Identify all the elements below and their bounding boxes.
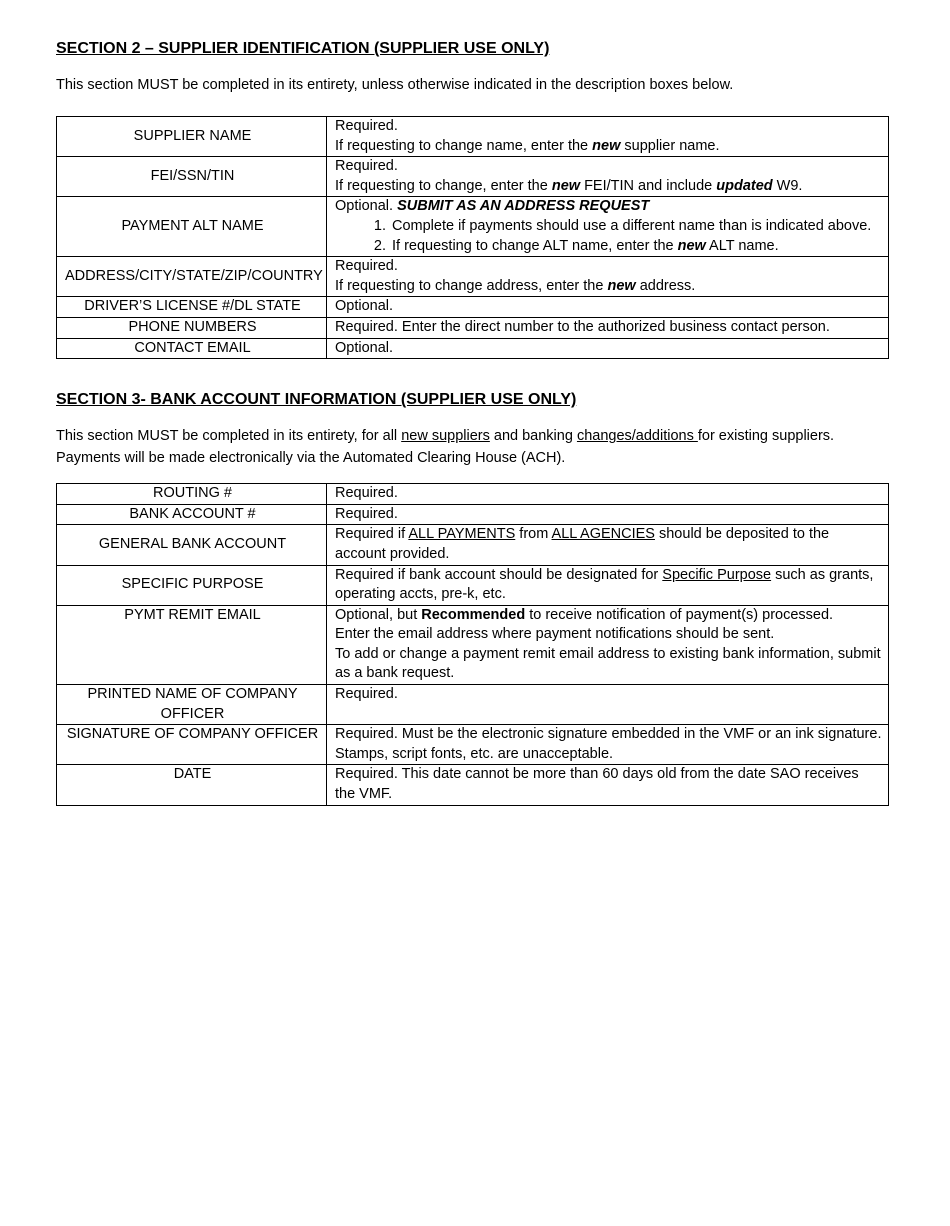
row-desc-specific-purpose <box>327 565 889 605</box>
row-label-date: DATE <box>57 765 327 805</box>
desc-text: W9. <box>772 177 803 194</box>
emphasis-text: new <box>551 177 581 194</box>
row-label-signature: SIGNATURE OF COMPANY OFFICER <box>57 725 327 765</box>
intro-text: This section MUST be completed in its entirety, for all <box>56 428 402 445</box>
supplier-identification-table <box>56 116 889 359</box>
table-row <box>57 605 889 684</box>
emphasis-text: SUBMIT AS AN ADDRESS REQUEST <box>397 198 650 215</box>
bank-account-table <box>56 483 889 806</box>
intro-text: and banking <box>489 428 577 445</box>
desc-text: If requesting to change name, enter the <box>335 137 593 154</box>
row-label-printed-name: PRINTED NAME OF COMPANY OFFICER <box>57 685 327 725</box>
table-row <box>57 504 889 525</box>
row-desc-remit-email <box>327 605 889 684</box>
row-label-remit-email: PYMT REMIT EMAIL <box>57 605 327 684</box>
desc-line: Required. <box>335 258 398 275</box>
row-label-bank-account: BANK ACCOUNT # <box>57 504 327 525</box>
section2-intro: This section MUST be completed in its entirety, unless otherwise indicated in the description boxes below. <box>56 77 734 93</box>
table-row <box>57 317 889 338</box>
alt-name-instructions-list <box>335 217 882 256</box>
table-row <box>57 257 889 297</box>
table-row <box>57 725 889 765</box>
row-desc-payment-alt-name <box>327 197 889 257</box>
row-label-supplier-name: SUPPLIER NAME <box>57 117 327 157</box>
section3-intro <box>56 425 889 469</box>
desc-text: to receive notification of payment(s) processed. <box>525 606 834 623</box>
desc-text: supplier name. <box>620 137 720 154</box>
row-label-general-bank-account: GENERAL BANK ACCOUNT <box>57 525 327 565</box>
emphasis-text: updated <box>716 177 773 194</box>
desc-line: Required. <box>335 118 398 134</box>
table-row <box>57 765 889 805</box>
row-label-phone: PHONE NUMBERS <box>57 317 327 338</box>
table-row <box>57 685 889 725</box>
row-desc-routing: Required. <box>327 484 889 505</box>
row-desc-supplier-name <box>327 117 889 157</box>
row-label-payment-alt-name: PAYMENT ALT NAME <box>57 197 327 257</box>
document-page <box>56 38 889 806</box>
underlined-text: ALL AGENCIES <box>551 526 655 543</box>
table-row <box>57 197 889 257</box>
underlined-text: new suppliers <box>401 428 490 445</box>
emphasis-text: new <box>677 237 706 254</box>
desc-text: should be deposited to the account provided. <box>335 526 830 562</box>
row-desc-date: Required. This date cannot be more than 60 days old from the date SAO receives the VMF. <box>327 765 889 805</box>
table-row <box>57 484 889 505</box>
desc-line: Required. <box>335 158 398 175</box>
desc-text: such as grants, operating accts, pre-k, etc. <box>335 566 874 603</box>
desc-text: from <box>515 526 552 543</box>
desc-text: Required if <box>335 526 409 543</box>
desc-text: address. <box>635 277 696 294</box>
row-label-address: ADDRESS/CITY/STATE/ZIP/COUNTRY <box>57 257 327 297</box>
row-label-specific-purpose: SPECIFIC PURPOSE <box>57 565 327 605</box>
table-row <box>57 525 889 565</box>
row-label-routing: ROUTING # <box>57 484 327 505</box>
intro-text: for existing suppliers. Payments will be made electronically via the Automated Clearing House (ACH). <box>56 428 835 467</box>
desc-text: If requesting to change ALT name, enter the <box>392 237 678 254</box>
desc-text: ALT name. <box>705 237 779 254</box>
table-row <box>57 157 889 197</box>
table-row <box>57 117 889 157</box>
section3-heading: SECTION 3- BANK ACCOUNT INFORMATION (SUPPLIER USE ONLY) <box>56 391 577 409</box>
emphasis-text: new <box>592 137 621 154</box>
row-label-drivers-license: DRIVER’S LICENSE #/DL STATE <box>57 297 327 318</box>
desc-line: Enter the email address where payment notifications should be sent. <box>335 626 775 643</box>
table-row <box>57 565 889 605</box>
row-desc-contact-email: Optional. <box>327 338 889 359</box>
desc-text: If requesting to change address, enter the <box>335 277 608 294</box>
desc-text: If requesting to change, enter the <box>335 177 552 194</box>
row-desc-general-bank-account <box>327 525 889 565</box>
row-desc-signature: Required. Must be the electronic signature embedded in the VMF or an ink signature. Stamps, script fonts, etc. are unacceptable. <box>327 725 889 765</box>
row-desc-address <box>327 257 889 297</box>
row-desc-phone: Required. Enter the direct number to the authorized business contact person. <box>327 317 889 338</box>
desc-text: FEI/TIN and include <box>580 177 717 194</box>
desc-text: Required if bank account should be designated for <box>335 566 663 583</box>
section2-heading: SECTION 2 – SUPPLIER IDENTIFICATION (SUPPLIER USE ONLY) <box>56 40 550 57</box>
row-desc-drivers-license: Optional. <box>327 297 889 318</box>
list-item: 1. Complete if payments should use a different name than is indicated above. <box>390 217 882 237</box>
underlined-text: changes/additions <box>576 428 698 445</box>
emphasis-text: new <box>607 277 636 294</box>
desc-text: Optional. <box>335 198 398 215</box>
desc-line: To add or change a payment remit email address to existing bank information, submit as a bank request. <box>335 645 881 682</box>
bold-text: Recommended <box>421 606 526 623</box>
desc-line <box>335 606 882 626</box>
desc-line <box>335 137 882 157</box>
row-label-contact-email: CONTACT EMAIL <box>57 338 327 359</box>
row-label-fei: FEI/SSN/TIN <box>57 157 327 197</box>
underlined-text: ALL PAYMENTS <box>408 526 516 543</box>
table-row <box>57 338 889 359</box>
row-desc-fei <box>327 157 889 197</box>
desc-line <box>335 197 882 217</box>
desc-line <box>335 277 882 297</box>
row-desc-printed-name: Required. <box>327 685 889 725</box>
list-item <box>390 237 882 257</box>
desc-line <box>335 177 882 197</box>
desc-text: Optional, but <box>335 606 422 623</box>
row-desc-bank-account: Required. <box>327 504 889 525</box>
underlined-text: Specific Purpose <box>662 566 772 583</box>
table-row <box>57 297 889 318</box>
